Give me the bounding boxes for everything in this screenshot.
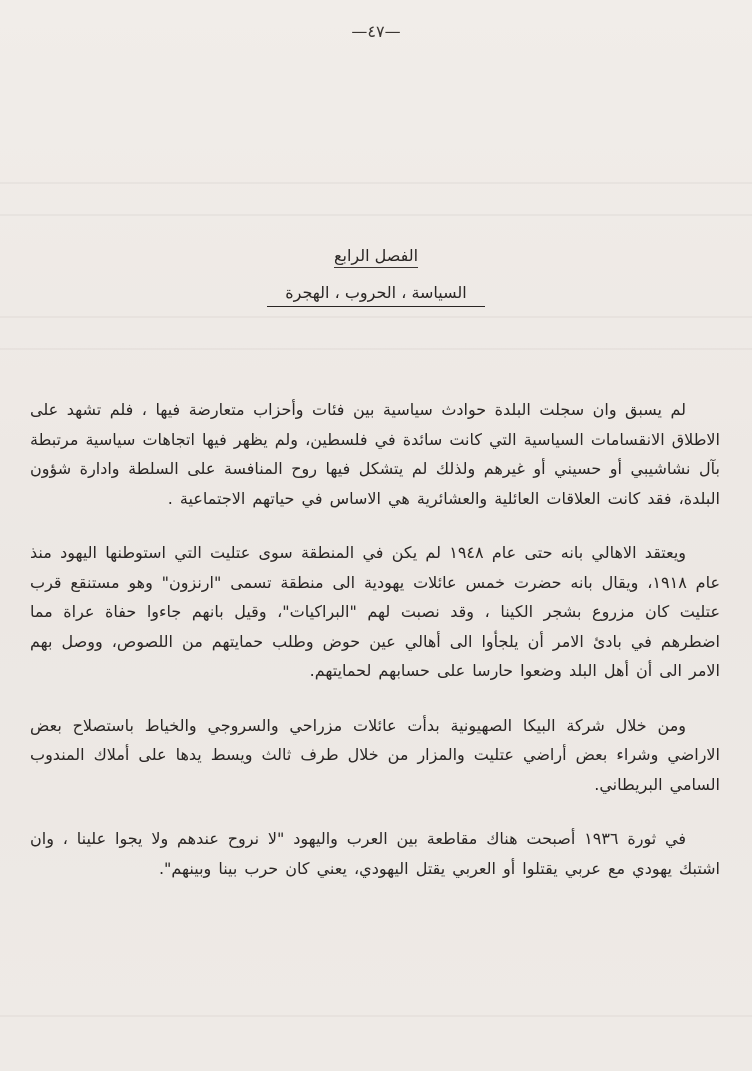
paragraph: ومن خلال شركة البيكا الصهيونية بدأت عائلات مزراحي والسروجي والخياط باستصلاح بعض الاراضي وشراء بعض أراضي عتليت والمزار من خلال طرف ثالث ويسط يدها على أملاك المندوب السامي البريطاني. [30,715,720,794]
bleed-through-line [0,348,752,350]
body-text [30,395,720,883]
page-number: —٤٧— [351,22,401,41]
paragraph: في ثورة ١٩٣٦ أصبحت هناك مقاطعة بين العرب واليهود "لا نروح عندهم ولا يجوا علينا ، وان اشتبك يهودي مع عربي يقتلوا أو العربي يقتل اليهودي، يعني كان حرب بينا وبينهم". [30,829,720,878]
bleed-through-line [0,316,752,318]
paragraph: لم يسبق وان سجلت البلدة حوادث سياسية بين فئات وأحزاب متعارضة فيها ، فلم تشهد على الاطلاق الانقسامات السياسية التي كانت سائدة في فلسطين، ولم يظهر فيها اتجاهات سياسية مرتبطة بآل نشاشيبي أو حسيني أو غيرهم ولذلك لم يتشكل فيها روح المنافسة على السلطة وادارة شؤون البلدة، فقد كانت العلاقات العائلية والعشائرية هي الاساس في حياتهم الاجتماعية . [30,400,720,508]
bleed-through-line [0,1015,752,1017]
chapter-title [0,246,752,265]
bleed-through-line [0,182,752,184]
chapter-title-text: الفصل الرابع [334,246,418,268]
bleed-through-line [0,214,752,216]
paragraph: ويعتقد الاهالي بانه حتى عام ١٩٤٨ لم يكن في المنطقة سوى عتليت التي استوطنها اليهود منذ عام ١٩١٨، ويقال بانه حضرت خمس عائلات يهودية الى منطقة تسمى "ارنزون" وهو مستنقع قرب عتليت كان مزروع بشجر الكينا ، وقد نصبت لهم "البراكيات"، وقيل بانهم جاءوا حفاة عراة مما اضطرهم في بادئ الامر أن يلجأوا الى أهالي عين حوض وطلب حمايتهم من اللصوص، ووصل بهم الامر الى أن أهل البلد وضعوا حارسا على حسابهم لحمايتهم. [30,543,720,680]
chapter-subtitle-text: السياسة ، الحروب ، الهجرة [267,283,484,307]
chapter-subtitle [0,283,752,307]
